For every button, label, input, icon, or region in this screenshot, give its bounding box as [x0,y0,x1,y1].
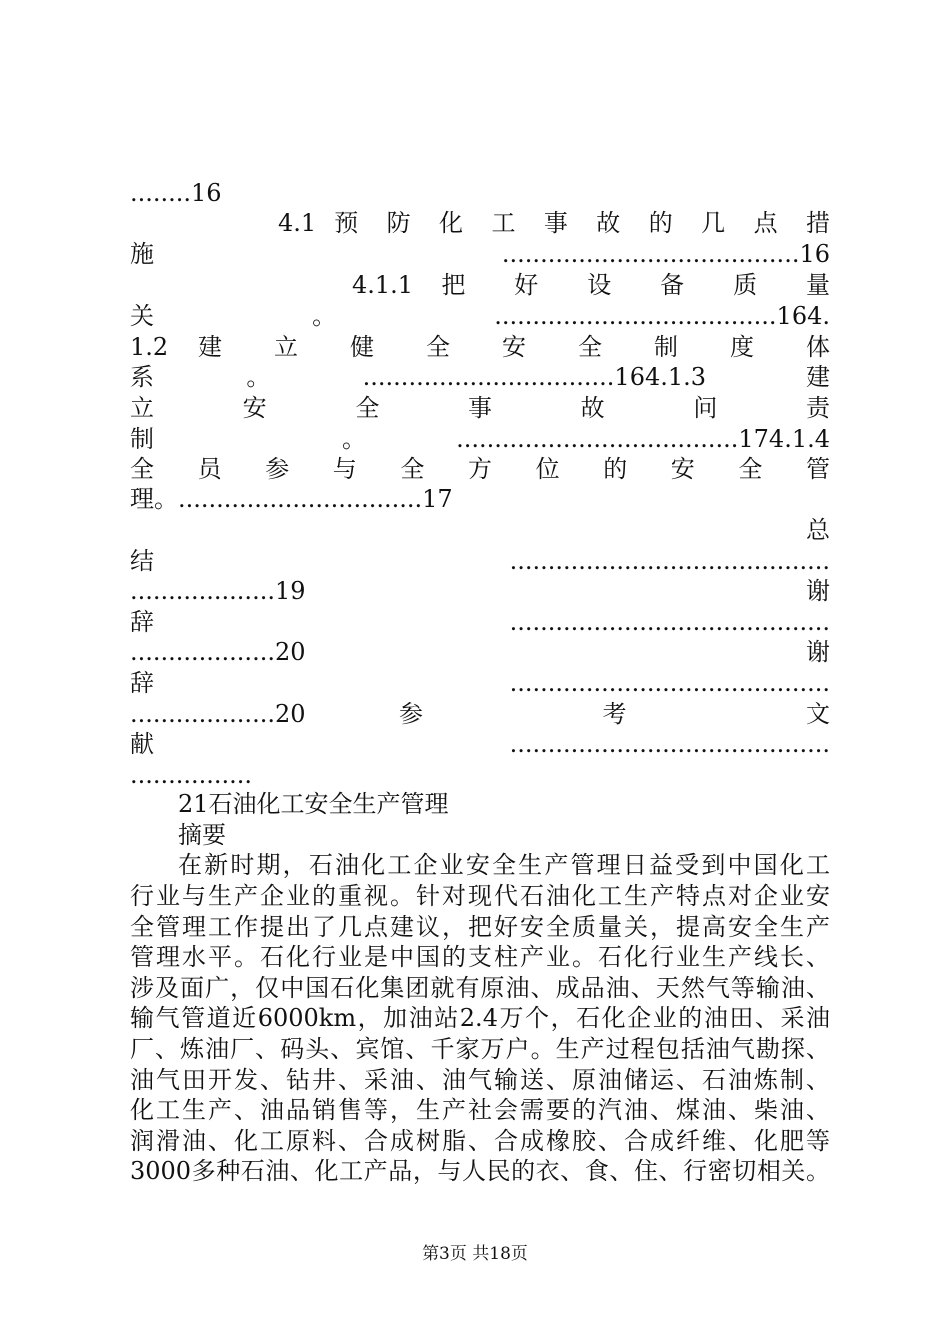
toc-entry-thanks: 辞.......................................... [130,669,830,697]
body-line: 全管理工作提出了几点建议，把好安全质量关，提高安全生产 [130,913,830,941]
body-line: 润滑油、化工原料、合成树脂、合成橡胶、合成纤维、化肥等 [130,1127,830,1155]
body-line: 行业与生产企业的重视。针对现代石油化工生产特点对企业安 [130,882,830,910]
toc-line: 关。.....................................164. [130,302,830,330]
toc-entry-4-1: 4.1 预 防 化 工 事 故 的 几 点 措 [278,209,830,237]
toc-line: 系。.................................164.1.3 建 [130,363,830,391]
toc-line: ................ [130,761,253,789]
toc-entry-4-1-1: 4.1.1 把 好 设 备 质 量 [352,271,830,299]
toc-line: ...................19 谢 [130,577,830,605]
toc-line: ...................20 谢 [130,638,830,666]
toc-line: 施.......................................16 [130,240,830,268]
body-line: 在新时期，石油化工企业安全生产管理日益受到中国化工 [178,851,830,879]
body-line: 油气田开发、钻井、采油、油气输送、原油储运、石油炼制、 [130,1066,830,1094]
toc-entry-summary: 总 [806,516,830,544]
toc-entry-references: 献.......................................... [130,730,830,758]
toc-entry-thanks: 辞.......................................... [130,608,830,636]
body-line: 3000多种石油、化工产品，与人民的衣、食、住、行密切相关。 [130,1157,830,1185]
toc-line: 理。................................17 [130,485,453,513]
toc-line: ...................20 参 考 文 [130,700,830,728]
body-line: 化工生产、油品销售等，生产社会需要的汽油、煤油、柴油、 [130,1096,830,1124]
body-line: 管理水平。石化行业是中国的支柱产业。石化行业生产线长、 [130,943,830,971]
section-heading: 21石油化工安全生产管理 [178,790,449,818]
page-footer: 第3页 共18页 [422,1244,528,1264]
toc-entry-4-1-3: 立 安 全 事 故 问 责 [130,394,830,422]
body-line: 厂、炼油厂、码头、宾馆、千家万户。生产过程包括油气勘探、 [130,1035,830,1063]
body-line: 输气管道近6000km，加油站2.4万个，石化企业的油田、采油 [130,1004,830,1032]
body-line: 涉及面广，仅中国石化集团就有原油、成品油、天然气等输油、 [130,974,830,1002]
toc-line: 结.......................................... [130,547,830,575]
toc-line: ........16 [130,179,222,207]
toc-entry-4-1-2: 1.2 建 立 健 全 安 全 制 度 体 [130,333,830,361]
toc-line: 制 。.....................................174.1.4 [130,425,830,453]
abstract-heading: 摘要 [178,821,226,849]
toc-entry-4-1-4: 全 员 参 与 全 方 位 的 安 全 管 [130,455,830,483]
